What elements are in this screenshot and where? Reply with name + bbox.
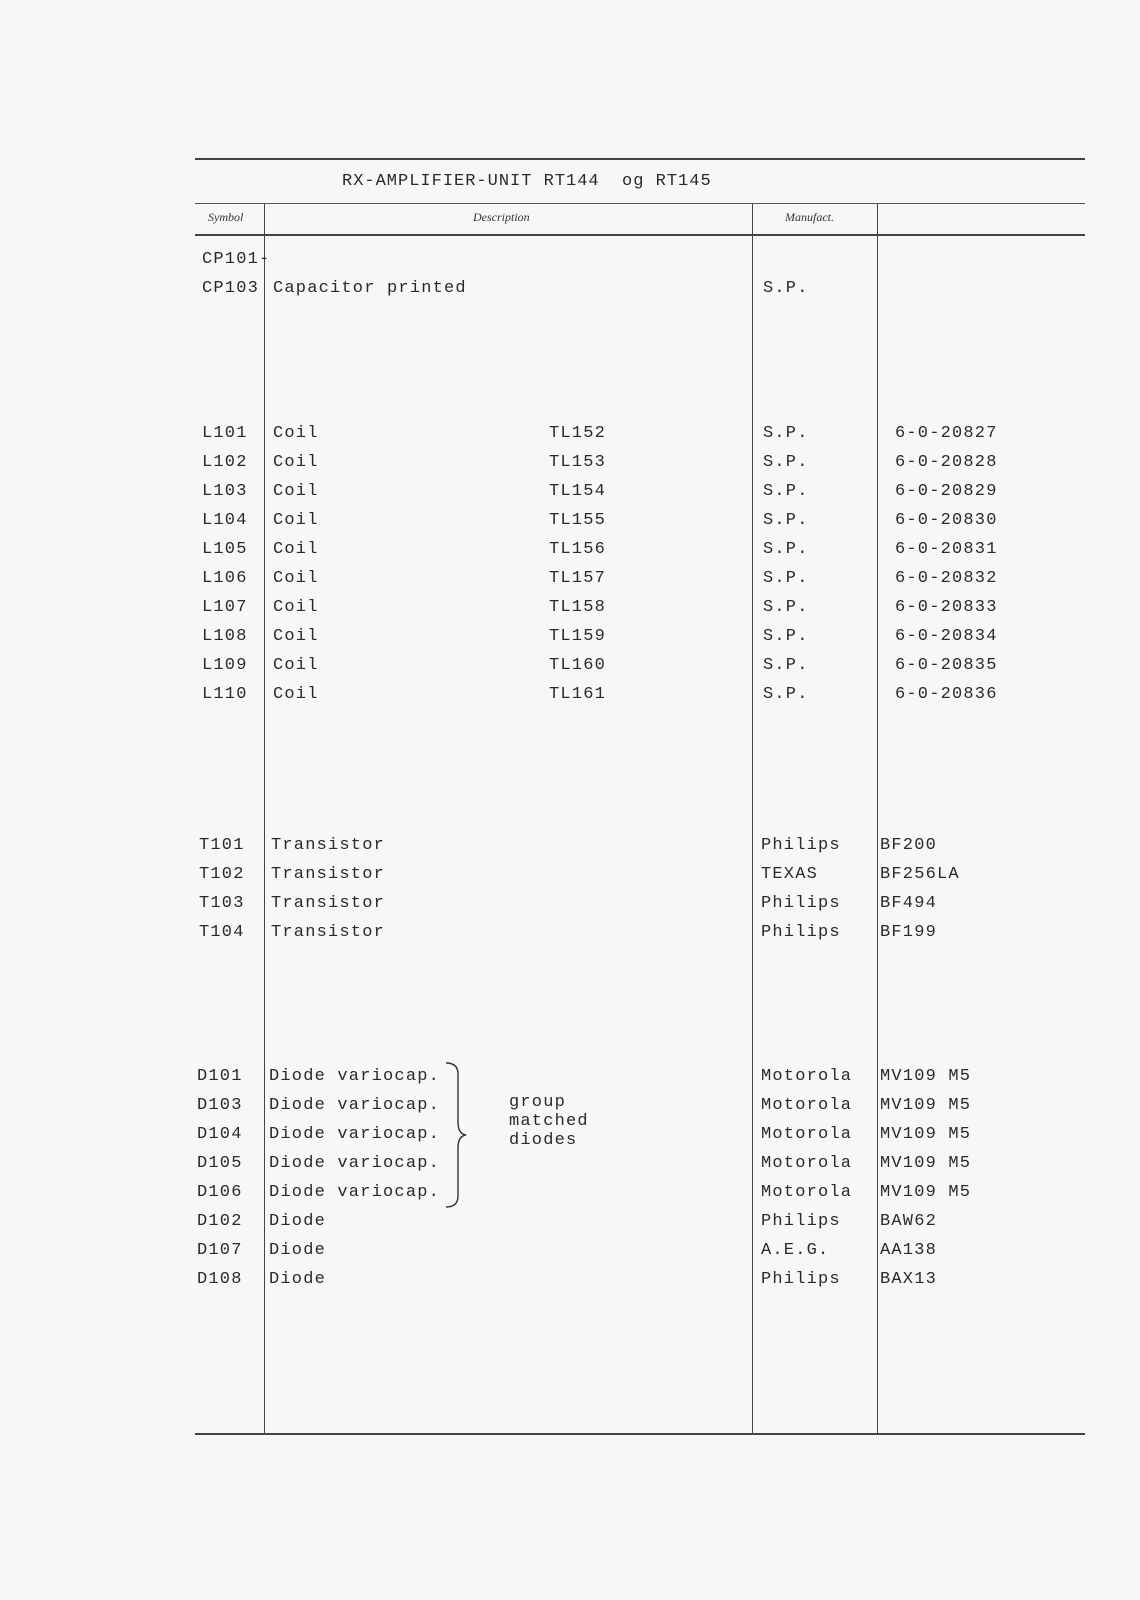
- diode-part-number: MV109 M5: [880, 1125, 972, 1144]
- coil-manufact: S.P.: [763, 482, 809, 501]
- coil-description: Coil: [273, 424, 319, 443]
- coil-manufact: S.P.: [763, 656, 809, 675]
- coil-manufact: S.P.: [763, 453, 809, 472]
- transistor-part-number: BF494: [880, 894, 938, 913]
- capacitor-symbol-last: CP103: [202, 279, 260, 298]
- diode-manufact: Motorola: [761, 1154, 853, 1173]
- diode-symbol: D105: [197, 1154, 243, 1173]
- coil-manufact: S.P.: [763, 685, 809, 704]
- coil-description: Coil: [273, 569, 319, 588]
- bottom-rule: [195, 1433, 1085, 1435]
- transistor-description: Transistor: [271, 923, 386, 942]
- coil-symbol: L101: [202, 424, 248, 443]
- diode-part-number: MV109 M5: [880, 1154, 972, 1173]
- diode-description: Diode variocap.: [269, 1096, 441, 1115]
- diode-manufact: Motorola: [761, 1067, 853, 1086]
- header-symbol: Symbol: [208, 210, 244, 224]
- coil-part-number: 6-0-20828: [895, 453, 998, 472]
- diode-symbol: D101: [197, 1067, 243, 1086]
- capacitor-description: Capacitor printed: [273, 279, 467, 298]
- capacitor-symbol-first: CP101-: [202, 250, 271, 269]
- group-note-line3: diodes: [509, 1131, 578, 1150]
- coil-type: TL153: [549, 453, 607, 472]
- diode-manufact: Motorola: [761, 1096, 853, 1115]
- diode-description: Diode: [269, 1212, 327, 1231]
- transistor-manufact: Philips: [761, 923, 841, 942]
- diode-part-number: BAX13: [880, 1270, 938, 1289]
- coil-description: Coil: [273, 482, 319, 501]
- coil-type: TL157: [549, 569, 607, 588]
- diode-part-number: AA138: [880, 1241, 938, 1260]
- diode-description: Diode variocap.: [269, 1125, 441, 1144]
- header-description: Description: [473, 210, 530, 224]
- transistor-description: Transistor: [271, 836, 386, 855]
- coil-manufact: S.P.: [763, 598, 809, 617]
- coil-symbol: L109: [202, 656, 248, 675]
- header-manufact: Manufact.: [785, 210, 834, 224]
- coil-symbol: L110: [202, 685, 248, 704]
- coil-part-number: 6-0-20836: [895, 685, 998, 704]
- transistor-manufact: Philips: [761, 894, 841, 913]
- top-rule: [195, 158, 1085, 160]
- coil-type: TL156: [549, 540, 607, 559]
- transistor-symbol: T103: [199, 894, 245, 913]
- coil-symbol: L107: [202, 598, 248, 617]
- transistor-description: Transistor: [271, 865, 386, 884]
- coil-manufact: S.P.: [763, 627, 809, 646]
- coil-manufact: S.P.: [763, 424, 809, 443]
- diode-part-number: MV109 M5: [880, 1067, 972, 1086]
- coil-part-number: 6-0-20830: [895, 511, 998, 530]
- coil-description: Coil: [273, 598, 319, 617]
- coil-part-number: 6-0-20827: [895, 424, 998, 443]
- coil-symbol: L106: [202, 569, 248, 588]
- diode-description: Diode: [269, 1241, 327, 1260]
- transistor-manufact: Philips: [761, 836, 841, 855]
- coil-type: TL155: [549, 511, 607, 530]
- diode-part-number: MV109 M5: [880, 1096, 972, 1115]
- coil-description: Coil: [273, 685, 319, 704]
- coil-manufact: S.P.: [763, 569, 809, 588]
- coil-symbol: L105: [202, 540, 248, 559]
- coil-manufact: S.P.: [763, 540, 809, 559]
- diode-description: Diode variocap.: [269, 1154, 441, 1173]
- diode-symbol: D106: [197, 1183, 243, 1202]
- page-title: RX-AMPLIFIER-UNIT RT144 og RT145: [342, 172, 712, 191]
- coil-part-number: 6-0-20829: [895, 482, 998, 501]
- diode-symbol: D107: [197, 1241, 243, 1260]
- diode-manufact: Philips: [761, 1270, 841, 1289]
- diode-symbol: D104: [197, 1125, 243, 1144]
- coil-part-number: 6-0-20833: [895, 598, 998, 617]
- coil-manufact: S.P.: [763, 511, 809, 530]
- coil-symbol: L108: [202, 627, 248, 646]
- column-divider-description: [752, 204, 753, 1434]
- coil-part-number: 6-0-20832: [895, 569, 998, 588]
- coil-type: TL160: [549, 656, 607, 675]
- group-note-line2: matched: [509, 1112, 589, 1131]
- diode-description: Diode variocap.: [269, 1067, 441, 1086]
- diode-description: Diode variocap.: [269, 1183, 441, 1202]
- transistor-manufact: TEXAS: [761, 865, 819, 884]
- transistor-part-number: BF200: [880, 836, 938, 855]
- coil-part-number: 6-0-20834: [895, 627, 998, 646]
- diode-symbol: D102: [197, 1212, 243, 1231]
- coil-symbol: L102: [202, 453, 248, 472]
- group-brace-icon: [440, 1060, 470, 1210]
- coil-part-number: 6-0-20831: [895, 540, 998, 559]
- coil-type: TL152: [549, 424, 607, 443]
- diode-manufact: Motorola: [761, 1183, 853, 1202]
- transistor-symbol: T104: [199, 923, 245, 942]
- coil-symbol: L103: [202, 482, 248, 501]
- coil-description: Coil: [273, 453, 319, 472]
- coil-type: TL161: [549, 685, 607, 704]
- coil-type: TL154: [549, 482, 607, 501]
- transistor-part-number: BF256LA: [880, 865, 960, 884]
- coil-description: Coil: [273, 511, 319, 530]
- diode-part-number: MV109 M5: [880, 1183, 972, 1202]
- column-divider-manufact: [877, 204, 878, 1434]
- header-rule-lower: [195, 234, 1085, 236]
- diode-symbol: D108: [197, 1270, 243, 1289]
- group-note-line1: group: [509, 1093, 567, 1112]
- transistor-description: Transistor: [271, 894, 386, 913]
- coil-description: Coil: [273, 656, 319, 675]
- diode-manufact: Motorola: [761, 1125, 853, 1144]
- diode-description: Diode: [269, 1270, 327, 1289]
- coil-symbol: L104: [202, 511, 248, 530]
- transistor-symbol: T101: [199, 836, 245, 855]
- coil-type: TL158: [549, 598, 607, 617]
- header-rule-upper: [195, 203, 1085, 204]
- coil-type: TL159: [549, 627, 607, 646]
- column-divider-symbol: [264, 204, 265, 1434]
- coil-description: Coil: [273, 627, 319, 646]
- capacitor-manufact: S.P.: [763, 279, 809, 298]
- diode-manufact: Philips: [761, 1212, 841, 1231]
- diode-part-number: BAW62: [880, 1212, 938, 1231]
- coil-description: Coil: [273, 540, 319, 559]
- transistor-part-number: BF199: [880, 923, 938, 942]
- transistor-symbol: T102: [199, 865, 245, 884]
- diode-manufact: A.E.G.: [761, 1241, 830, 1260]
- coil-part-number: 6-0-20835: [895, 656, 998, 675]
- diode-symbol: D103: [197, 1096, 243, 1115]
